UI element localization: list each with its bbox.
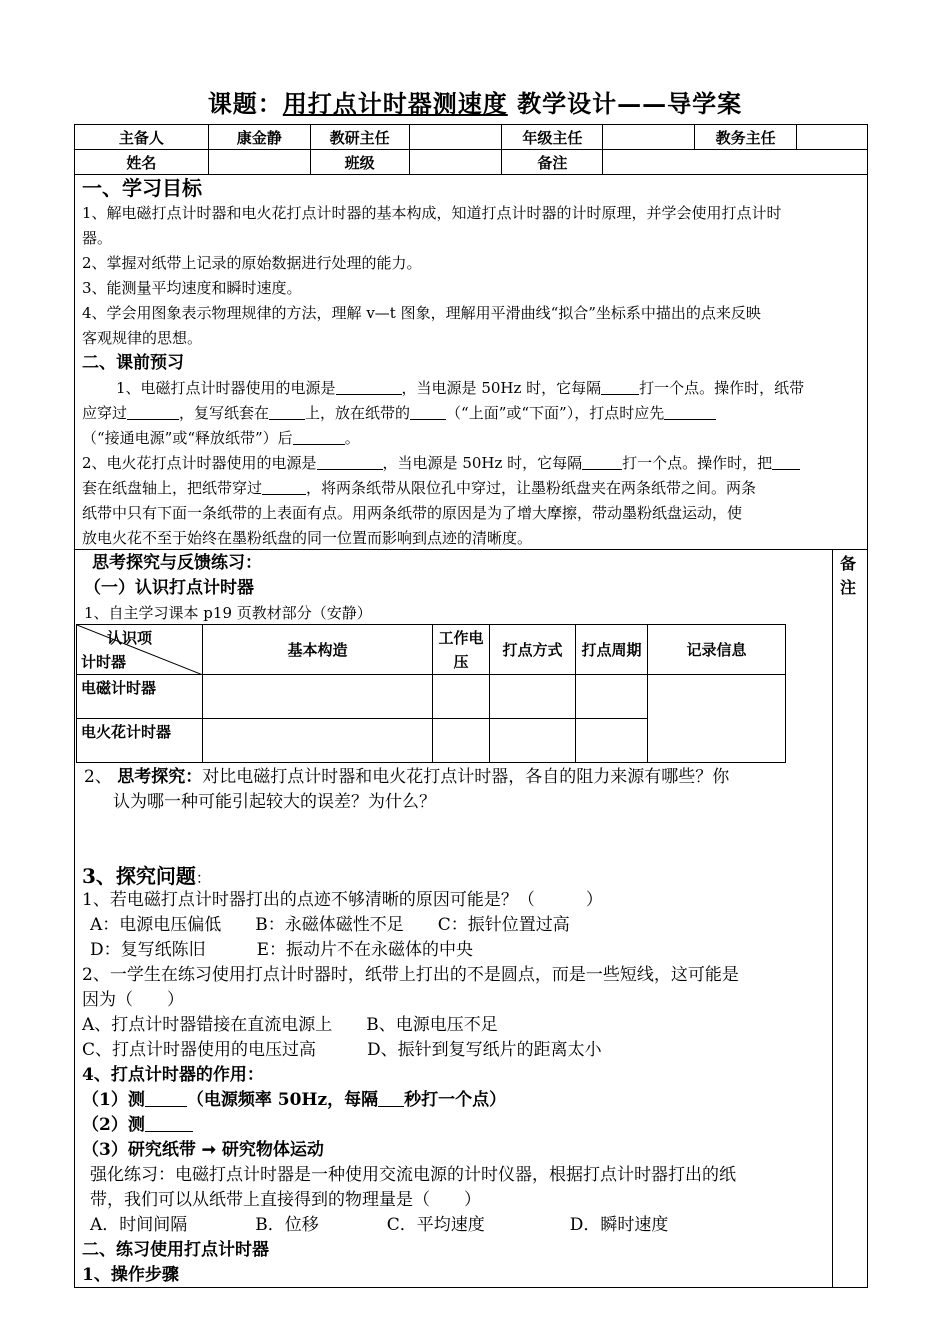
goal-line-4b: 客观规律的思想。 [82,329,203,347]
exercise-options: A．时间间隔 B．位移 C．平均速度 D．瞬时速度 [90,1215,669,1235]
title-topic: 用打点计时器测速度 [282,89,508,118]
question-3-heading [82,863,211,891]
question-text: 秒打一个点） [404,1090,507,1110]
question-number: 2、 [84,767,112,787]
timer-comparison-table [76,624,786,763]
preview-q1-line2 [82,400,716,426]
question-3-colon: ： [195,869,211,887]
explore-heading: 思考探究与反馈练习： [92,553,262,573]
table-cell[interactable] [203,675,433,719]
question-3-2-line2: 因为（ ） [82,990,184,1010]
explore-subheading: （一）认识打点计时器 [84,578,254,598]
table-cell[interactable] [490,675,576,719]
question-text: （1）测 [82,1090,145,1110]
question-3-1-options-a: A：电源电压偏低 B：永磁体磁性不足 C：振针位置过高 [90,915,570,935]
question-2-line1 [84,765,729,790]
preview-text: 上，放在纸带的 [305,404,411,422]
fill-blank[interactable] [262,478,306,495]
section-divider [74,549,868,550]
header-label-note: 备注 [502,150,603,175]
question-3-2-line1: 2、一学生在练习使用打点计时器时，纸带上打出的不是圆点，而是一些短线，这可能是 [82,965,739,985]
header-table [74,124,868,175]
fill-blank[interactable] [410,403,446,420]
preview-text: 打一个点。操作时，把 [622,454,773,472]
preview-text: ，复写纸套在 [179,404,270,422]
header-value-note[interactable] [603,150,868,175]
preview-q1-line3 [82,425,360,451]
table-cell[interactable] [576,675,648,719]
header-label-affairs: 教务主任 [695,125,797,150]
exercise-line2: 带，我们可以从纸带上直接得到的物理量是（ ） [90,1190,481,1210]
fill-blank[interactable] [772,453,800,470]
header-value-name[interactable] [208,150,310,175]
title-prefix: 课题： [207,89,283,118]
table-cell[interactable] [433,719,490,763]
question-3-2-options-a: A、打点计时器错接在直流电源上 B、电源电压不足 [82,1015,498,1035]
header-label-name: 姓名 [75,150,209,175]
diagonal-header-cell [77,625,203,675]
goal-line-1: 1、解电磁打点计时器和电火花打点计时器的基本构成，知道打点计时器的计时原理，并学会使用打点计时 [82,204,782,222]
goal-line-2: 2、掌握对纸带上记录的原始数据进行处理的能力。 [82,254,422,272]
question-3-2-options-b: C、打点计时器使用的电压过高 D、振针到复写纸片的距离太小 [82,1040,602,1060]
question-4-2 [82,1113,193,1138]
col-period: 打点周期 [576,625,648,675]
section-goals-heading: 一、学习目标 [82,176,202,200]
title-suffix: 教学设计——导学案 [517,89,743,118]
preview-q2-line3: 纸带中只有下面一条纸带的上表面有点。用两条纸带的原因是为了增大摩擦，带动墨粉纸盘运动，使 [82,504,743,522]
question-text: 对比电磁打点计时器和电火花打点计时器，各自的阻力来源有哪些？你 [202,767,730,787]
preview-q1-line1 [116,375,804,401]
steps-heading: 1、操作步骤 [82,1265,179,1285]
preview-text: 。 [344,429,360,447]
fill-blank[interactable] [145,1090,187,1107]
question-label: 思考探究： [117,767,203,787]
question-4-1 [82,1088,506,1113]
fill-blank[interactable] [293,428,345,445]
section-preview-heading: 二、课前预习 [82,353,184,373]
table-cell[interactable] [203,719,433,763]
goal-line-3: 3、能测量平均速度和瞬时速度。 [82,279,302,297]
notes-column-divider [832,549,833,1288]
fill-blank[interactable] [582,453,622,470]
question-3-title: 3、探究问题 [82,864,196,888]
question-4-heading: 4、打点计时器的作用： [82,1065,264,1085]
table-cell[interactable] [433,675,490,719]
table-cell-record[interactable] [648,675,786,763]
preview-text: 打一个点。操作时，纸带 [639,379,805,397]
goal-line-4: 4、学会用图象表示物理规律的方法，理解 v—t 图象，理解用平滑曲线“拟合”坐标系中描出的点来反映 [82,304,761,322]
goal-line-1b: 器。 [82,229,113,247]
col-structure: 基本构造 [203,625,433,675]
practice-heading: 二、练习使用打点计时器 [82,1240,269,1260]
question-2-line2: 认为哪一种可能引起较大的误差？为什么？ [113,792,436,812]
preview-text: 2、电火花打点计时器使用的电源是 [82,454,317,472]
preview-text: （“接通电源”或“释放纸带”）后 [82,429,293,447]
row-label-spark: 电火花计时器 [77,719,203,763]
fill-blank[interactable] [664,403,716,420]
preview-q2-line4: 放电火花不至于始终在墨粉纸盘的同一位置而影响到点迹的清晰度。 [82,529,533,547]
fill-blank[interactable] [145,1115,193,1132]
fill-blank[interactable] [378,1090,404,1107]
diag-top-label: 认识项 [107,629,153,647]
question-3-1: 1、若电磁打点计时器打出的点迹不够清晰的原因可能是？（ ） [82,890,603,910]
question-4-3: （3）研究纸带 ➞ 研究物体运动 [82,1140,324,1160]
header-label-research: 教研主任 [310,125,409,150]
question-text: （电源频率 50Hz，每隔 [186,1090,379,1110]
exercise-line1: 强化练习：电磁打点计时器是一种使用交流电源的计时仪器，根据打点计时器打出的纸 [90,1165,736,1185]
header-label-preparer: 主备人 [75,125,209,150]
header-label-class: 班级 [310,150,409,175]
preview-text: ，当电源是 50Hz 时，它每隔 [382,454,583,472]
preview-q2-line1 [82,450,800,476]
preview-text: 应穿过 [82,404,128,422]
preview-text: 1、电磁打点计时器使用的电源是 [116,379,336,397]
question-3-1-options-b: D：复写纸陈旧 E：振动片不在永磁体的中央 [90,940,474,960]
header-value-grade[interactable] [603,125,695,150]
question-text: （2）测 [82,1115,145,1135]
diag-bottom-label: 计时器 [81,653,127,671]
fill-blank[interactable] [269,403,305,420]
col-voltage: 工作电压 [433,625,490,675]
fill-blank[interactable] [317,453,383,470]
header-value-class[interactable] [409,150,502,175]
col-record: 记录信息 [648,625,786,675]
header-value-research[interactable] [409,125,502,150]
table-cell[interactable] [490,719,576,763]
preview-text: ，当电源是 50Hz 时，它每隔 [401,379,602,397]
col-method: 打点方式 [490,625,576,675]
preview-q2-line2 [82,475,756,501]
preview-text: 套在纸盘轴上，把纸带穿过 [82,479,263,497]
preview-text: （“上面”或“下面”），打点时应先 [446,404,665,422]
side-note-label: 备注 [840,554,857,597]
header-value-preparer: 康金静 [208,125,310,150]
header-value-affairs[interactable] [797,125,868,150]
fill-blank[interactable] [601,378,639,395]
header-label-grade: 年级主任 [502,125,603,150]
fill-blank[interactable] [127,403,179,420]
self-study-task: 1、自主学习课本 p19 页教材部分（安静） [84,604,372,622]
page-title [0,84,950,119]
fill-blank[interactable] [336,378,402,395]
row-label-electromagnetic: 电磁计时器 [77,675,203,719]
table-cell[interactable] [576,719,648,763]
preview-text: ，将两条纸带从限位孔中穿过，让墨粉纸盘夹在两条纸带之间。两条 [306,479,757,497]
